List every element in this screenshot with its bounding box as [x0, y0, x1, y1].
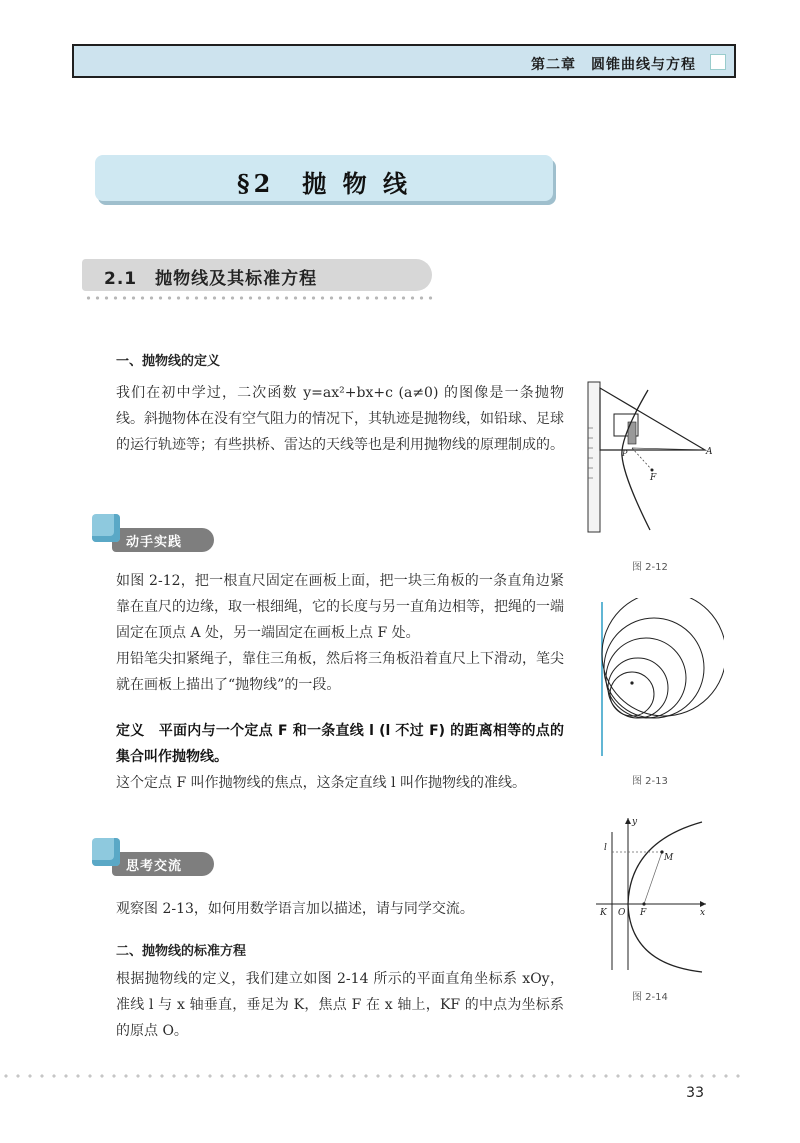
activity1-paragraph-2: 用铅笔尖扣紧绳子，靠住三角板，然后将三角板沿着直尺上下滑动，笔尖就在画板上描出了“抛物线”的一段。 [116, 651, 564, 693]
label-y: y [632, 817, 638, 827]
label-o: O [618, 908, 626, 918]
activity-badge-discussion [86, 838, 214, 878]
footer-dotted-divider [0, 1074, 745, 1078]
section-banner [95, 155, 553, 201]
part2-heading: 二、抛物线的标准方程 [116, 944, 247, 959]
activity-badge-hands-on [86, 514, 214, 554]
activity1-paragraph-1: 如图 2-12，把一根直尺固定在画板上面，把一块三角板的一条直角边紧靠在直尺的边缘，取一根细绳，它的长度与另一直角边相等，把绳的一端固定在顶点 A 处，另一端固定在画板上点 F 处。 [116, 573, 564, 641]
label-x: x [700, 908, 706, 918]
part1-paragraph: 我们在初中学过，二次函数 y=ax²+bx+c (a≠0) 的图像是一条抛物线。斜抛物体在没有空气阻力的情况下，其轨迹是抛物线，如铅球、足球的运行轨迹等；有些拱桥、雷达的天线等也是利用抛物线的原理制成的。 [116, 385, 564, 453]
part1-heading: 一、抛物线的定义 [116, 354, 221, 369]
label-f: F [640, 908, 647, 918]
chapter-header-bar [72, 44, 736, 78]
section-title: §2 抛 物 线 [237, 169, 411, 198]
label-a: A [706, 447, 713, 457]
definition-note: 这个定点 F 叫作抛物线的焦点，这条定直线 l 叫作抛物线的准线。 [116, 775, 526, 791]
badge-label: 动手实践 [126, 535, 183, 550]
badge-label: 思考交流 [126, 859, 183, 874]
page-number: 33 [686, 1085, 704, 1101]
label-k: K [600, 908, 607, 918]
figure-2-14-caption: 图 2-14 [632, 992, 668, 1003]
chapter-title: 第二章 圆锥曲线与方程 [531, 57, 696, 73]
figure-2-14 [590, 812, 714, 974]
subsection-title: 2.1 抛物线及其标准方程 [104, 269, 318, 289]
label-m: M [664, 853, 674, 863]
cube-icon [92, 514, 120, 542]
figure-2-12 [580, 378, 720, 536]
header-square-icon [710, 54, 726, 70]
figure-2-12-caption: 图 2-12 [632, 562, 668, 573]
activity2-paragraph: 观察图 2-13，如何用数学语言加以描述，请与同学交流。 [116, 901, 474, 917]
label-p: P [622, 449, 628, 458]
figure-2-13-caption: 图 2-13 [632, 776, 668, 787]
dotted-divider [84, 296, 434, 300]
definition-text: 定义 平面内与一个定点 F 和一条直线 l (l 不过 F) 的距离相等的点的集合叫作抛物线。 [116, 723, 564, 765]
figure-2-13 [594, 598, 724, 758]
label-l: l [604, 843, 607, 853]
cube-icon [92, 838, 120, 866]
part2-paragraph: 根据抛物线的定义，我们建立如图 2-14 所示的平面直角坐标系 xOy，准线 l 与 x 轴垂直，垂足为 K，焦点 F 在 x 轴上，KF 的中点为坐标系的原点 O。 [116, 971, 564, 1039]
label-f: F [650, 473, 657, 483]
subsection-bar [82, 259, 432, 291]
